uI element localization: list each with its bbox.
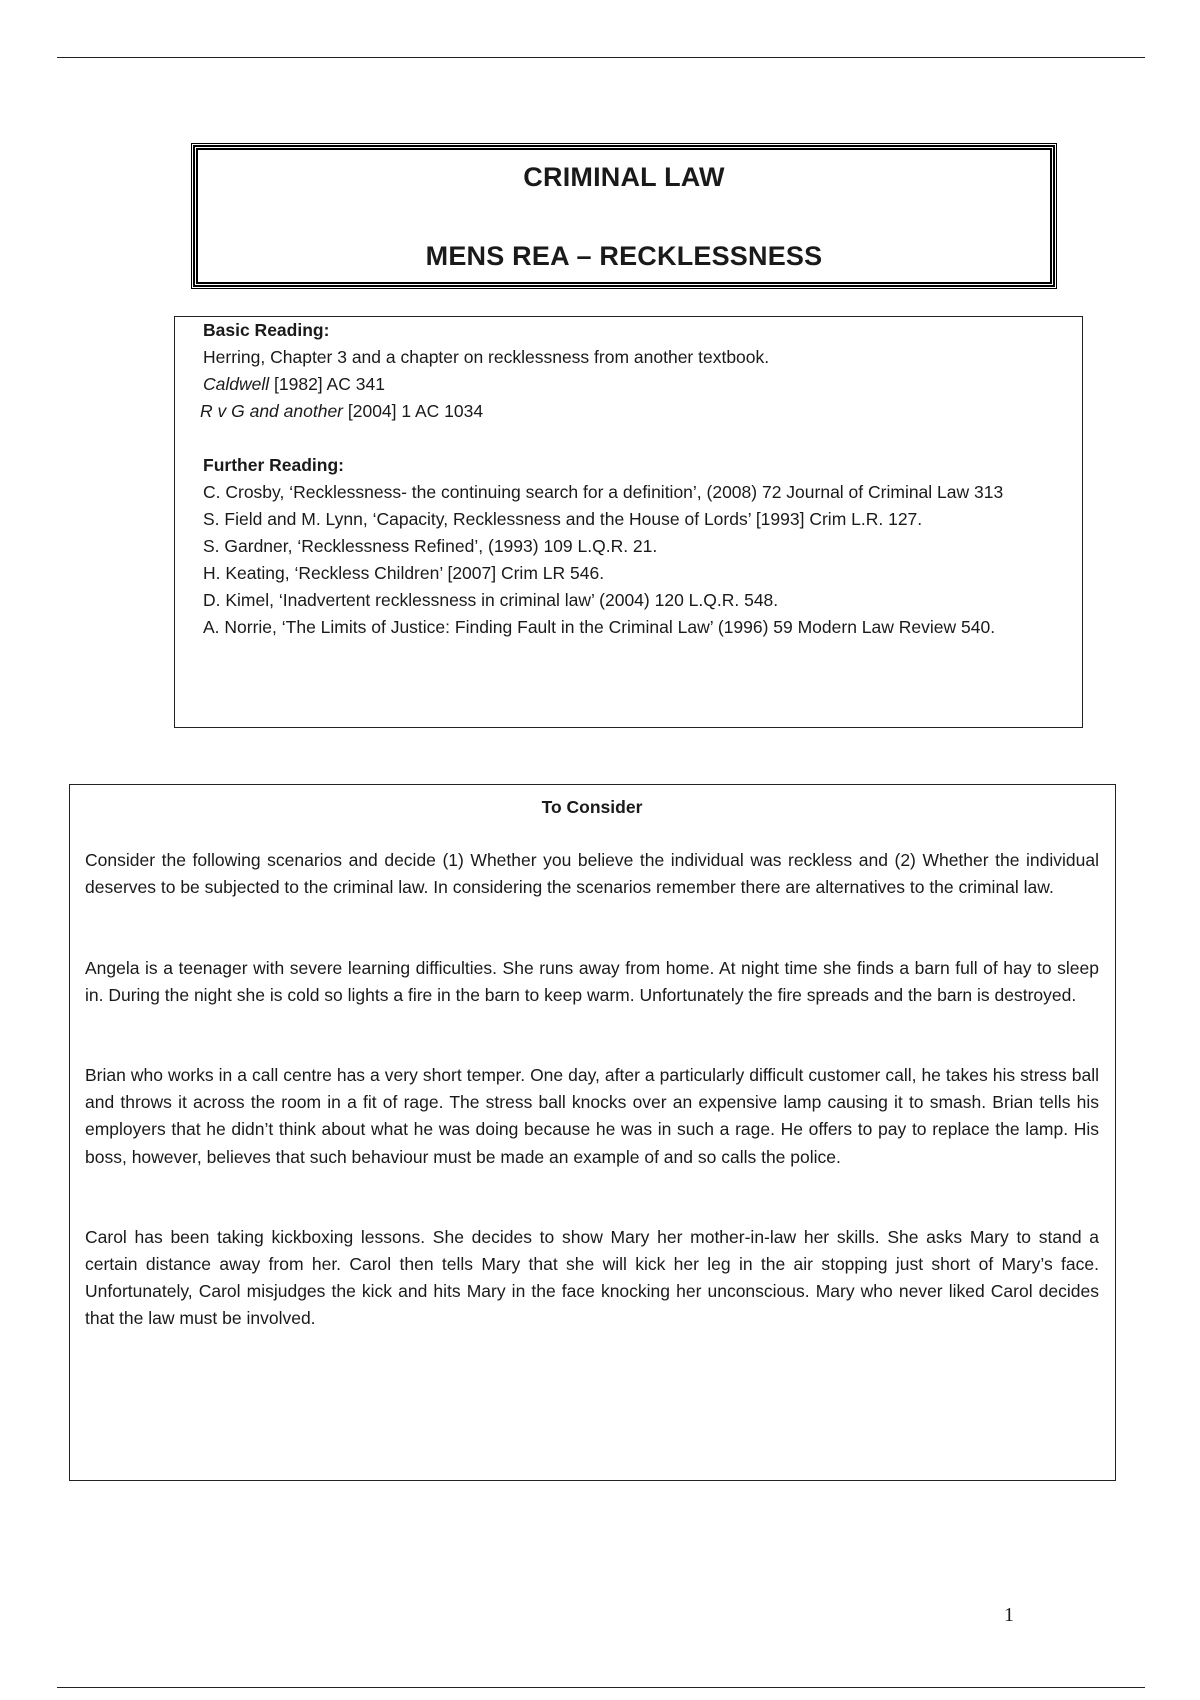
- further-reading-item: D. Kimel, ‘Inadvertent recklessness in criminal law’ (2004) 120 L.Q.R. 548.: [203, 590, 779, 610]
- further-reading-item: S. Gardner, ‘Recklessness Refined’, (1993) 109 L.Q.R. 21.: [203, 536, 658, 556]
- basic-reading-item: [200, 398, 1070, 425]
- to-consider-box: [69, 784, 1116, 1481]
- footer-rule: [57, 1687, 1145, 1688]
- title-box: [193, 145, 1055, 287]
- reading-list-box: [174, 316, 1083, 728]
- case-name: Caldwell: [203, 374, 270, 394]
- further-reading-item: A. Norrie, ‘The Limits of Justice: Finding Fault in the Criminal Law’ (1996) 59 Modern Law Review 540.: [203, 617, 996, 637]
- document-subtitle: MENS REA – RECKLESSNESS: [425, 241, 823, 271]
- case-name: R v G and another: [200, 401, 343, 421]
- scenario-carol: Carol has been taking kickboxing lessons. She decides to show Mary her mother-in-law her skills. She asks Mary to stand a certain distance away from her. Carol then tells Mary that she will kick her leg in the air stopping just short of Mary’s face. Unfortunately, Carol misjudges the kick and hits Mary in the face knocking her unconscious. Mary who never liked Carol decides that the law must be involved.: [85, 1226, 1099, 1329]
- further-reading-heading: Further Reading:: [203, 455, 344, 475]
- basic-reading-item: [203, 371, 1070, 398]
- further-reading-item: H. Keating, ‘Reckless Children’ [2007] Crim LR 546.: [203, 563, 605, 583]
- to-consider-heading: To Consider: [541, 797, 643, 817]
- case-citation: [1982] AC 341: [269, 374, 385, 394]
- header-rule: [57, 57, 1145, 58]
- spacer: [203, 425, 1070, 452]
- basic-reading-heading: Basic Reading:: [203, 320, 330, 340]
- further-reading-item: C. Crosby, ‘Recklessness- the continuing search for a definition’, (2008) 72 Journal of Criminal Law 313: [203, 482, 1004, 502]
- scenario-angela: Angela is a teenager with severe learning difficulties. She runs away from home. At night time she finds a barn full of hay to sleep in. During the night she is cold so lights a fire in the barn to keep warm. Unfortunately the fire spreads and the barn is destroyed.: [85, 957, 1099, 1005]
- case-citation: [2004] 1 AC 1034: [343, 401, 484, 421]
- page-number: 1: [1004, 1604, 1014, 1626]
- further-reading-item: S. Field and M. Lynn, ‘Capacity, Recklessness and the House of Lords’ [1993] Crim L.R. 127.: [203, 509, 923, 529]
- scenario-brian: Brian who works in a call centre has a very short temper. One day, after a particularly difficult customer call, he takes his stress ball and throws it across the room in a fit of rage. The stress ball knocks over an expensive lamp causing it to smash. Brian tells his employers that he didn’t think about what he was doing because he was in such a rage. He offers to pay to replace the lamp. His boss, however, believes that such behaviour must be made an example of and so calls the police.: [85, 1065, 1099, 1167]
- document-title: CRIMINAL LAW: [523, 162, 725, 192]
- to-consider-intro: Consider the following scenarios and decide (1) Whether you believe the individual was reckless and (2) Whether the individual deserves to be subjected to the criminal law. In considering the scenarios remember there are alternatives to the criminal law.: [85, 850, 1099, 898]
- basic-reading-item: Herring, Chapter 3 and a chapter on recklessness from another textbook.: [203, 347, 770, 367]
